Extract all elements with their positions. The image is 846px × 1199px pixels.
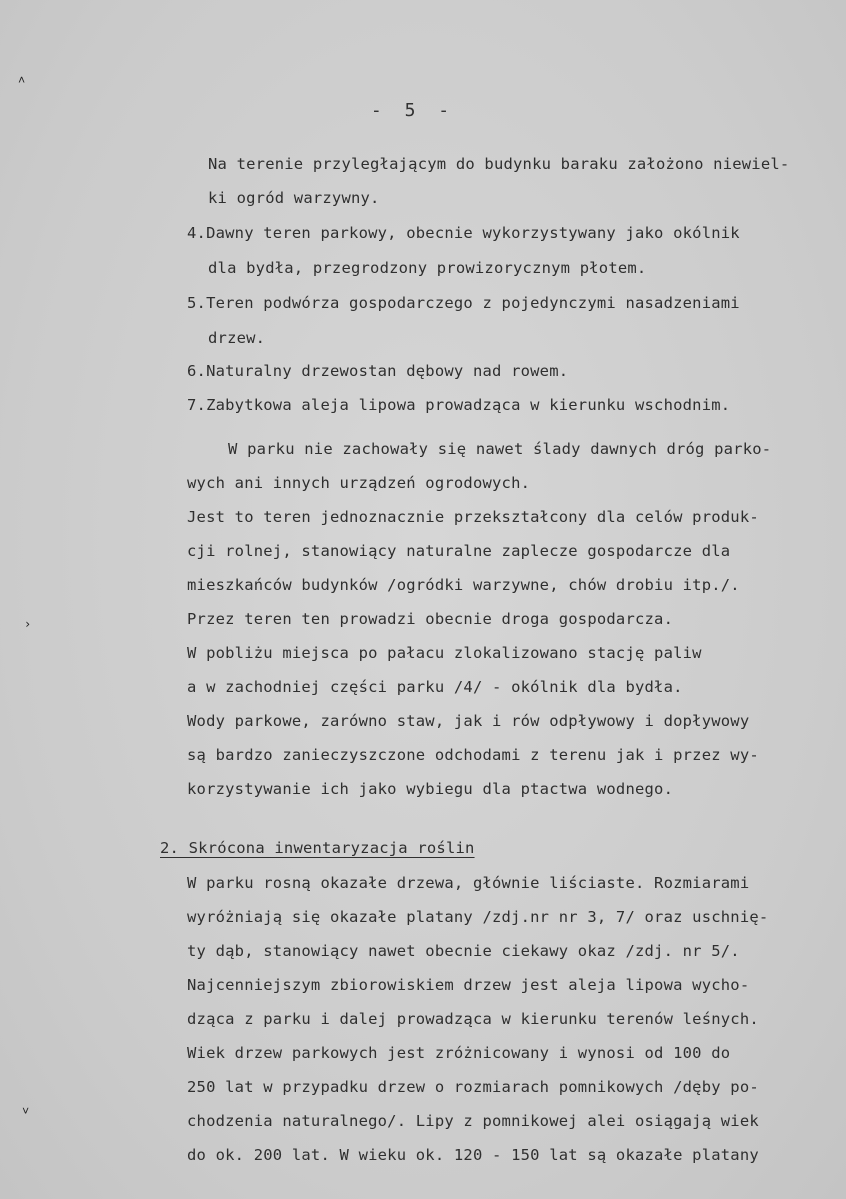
margin-mark-bottom: ˅ — [22, 1104, 30, 1118]
text-line: korzystywanie ich jako wybiegu dla ptactwa wodnego. — [187, 780, 674, 798]
text-line: 250 lat w przypadku drzew o rozmiarach pomnikowych /dęby po- — [187, 1078, 759, 1096]
text-line: a w zachodniej części parku /4/ - okólnik dla bydła. — [187, 678, 683, 696]
text-line: drzew. — [208, 329, 266, 347]
text-line: cji rolnej, stanowiący naturalne zaplecze gospodarcze dla — [187, 542, 731, 560]
list-item-6: 6.Naturalny drzewostan dębowy nad rowem. — [187, 362, 569, 380]
text-line: W parku rosną okazałe drzewa, głównie liściaste. Rozmiarami — [187, 874, 750, 892]
text-line: chodzenia naturalnego/. Lipy z pomnikowej alei osiągają wiek — [187, 1112, 759, 1130]
text-line: ty dąb, stanowiący nawet obecnie ciekawy okaz /zdj. nr 5/. — [187, 942, 740, 960]
margin-mark-top: ˄ — [18, 73, 26, 87]
page-number: - 5 - — [370, 100, 456, 121]
text-line: dla bydła, przegrodzony prowizorycznym płotem. — [208, 259, 647, 277]
text-line: są bardzo zanieczyszczone odchodami z terenu jak i przez wy- — [187, 746, 759, 764]
list-item-4: 4.Dawny teren parkowy, obecnie wykorzystywany jako okólnik — [187, 224, 740, 242]
text-line: Przez teren ten prowadzi obecnie droga gospodarcza. — [187, 610, 674, 628]
text-line: dząca z parku i dalej prowadząca w kierunku terenów leśnych. — [187, 1010, 759, 1028]
text-line: wych ani innych urządzeń ogrodowych. — [187, 474, 531, 492]
text-line: Jest to teren jednoznacznie przekształcony dla celów produk- — [187, 508, 759, 526]
text-line: wyróżniają się okazałe platany /zdj.nr nr 3, 7/ oraz uschnię- — [187, 908, 769, 926]
text-line: Na terenie przyległającym do budynku baraku założono niewiel- — [208, 155, 790, 173]
margin-mark-middle: › — [24, 617, 32, 631]
text-line: Wody parkowe, zarówno staw, jak i rów odpływowy i dopływowy — [187, 712, 750, 730]
text-line: W pobliżu miejsca po pałacu zlokalizowano stację paliw — [187, 644, 702, 662]
list-item-5: 5.Teren podwórza gospodarczego z pojedynczymi nasadzeniami — [187, 294, 740, 312]
text-line: ki ogród warzywny. — [208, 189, 380, 207]
paragraph-start: W parku nie zachowały się nawet ślady dawnych dróg parko- — [228, 440, 772, 458]
text-line: mieszkańców budynków /ogródki warzywne, chów drobiu itp./. — [187, 576, 740, 594]
text-line: Najcenniejszym zbiorowiskiem drzew jest aleja lipowa wycho- — [187, 976, 750, 994]
list-item-7: 7.Zabytkowa aleja lipowa prowadząca w kierunku wschodnim. — [187, 396, 731, 414]
text-line: do ok. 200 lat. W wieku ok. 120 - 150 lat są okazałe platany — [187, 1146, 759, 1164]
section-heading: 2. Skrócona inwentaryzacja roślin — [160, 839, 475, 857]
text-line: Wiek drzew parkowych jest zróżnicowany i wynosi od 100 do — [187, 1044, 731, 1062]
